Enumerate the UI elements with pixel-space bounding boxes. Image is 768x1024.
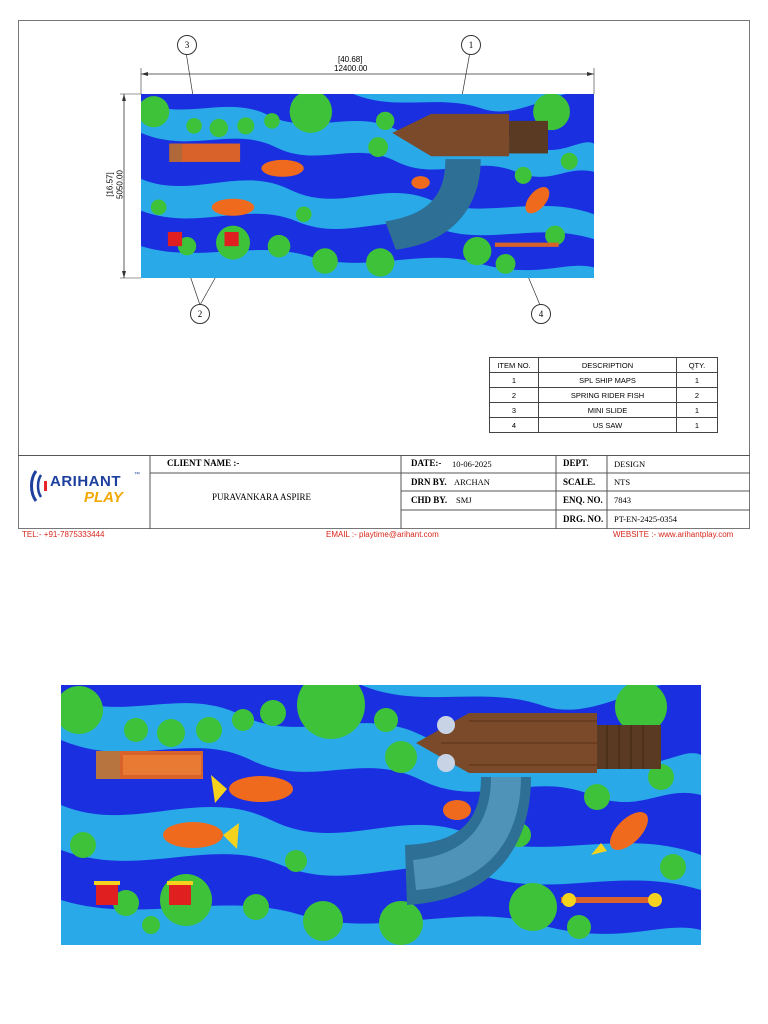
callout-1: 1 xyxy=(461,35,481,55)
item-no: 2 xyxy=(490,388,539,403)
callout-2: 2 xyxy=(190,304,210,324)
header-description: DESCRIPTION xyxy=(539,358,677,373)
width-mm-label: 12400.00 xyxy=(334,64,368,73)
item-no: 1 xyxy=(490,373,539,388)
chd-by-label: CHD BY. xyxy=(411,495,448,505)
items-table-header xyxy=(490,358,718,373)
item-qty: 1 xyxy=(677,403,718,418)
footer-tel: TEL:- +91-7875333444 xyxy=(22,530,105,539)
callout-3: 3 xyxy=(177,35,197,55)
plan-drawing-small xyxy=(141,94,594,278)
logo-tm: ™ xyxy=(134,472,140,478)
logo-text-top: ARIHANT xyxy=(50,473,121,490)
width-inch-label: [40.68] xyxy=(338,55,363,64)
dept-label: DEPT. xyxy=(563,458,589,468)
dept-value: DESIGN xyxy=(614,459,646,469)
drg-no-value: PT-EN-2425-0354 xyxy=(614,514,677,524)
footer-email: EMAIL :- playtime@arihant.com xyxy=(326,530,439,539)
table-row xyxy=(490,388,718,403)
table-row xyxy=(490,418,718,433)
client-name-label: CLIENT NAME :- xyxy=(167,458,240,468)
item-qty: 2 xyxy=(677,388,718,403)
date-label: DATE:- xyxy=(411,458,442,468)
item-description: SPRING RIDER FISH xyxy=(539,388,677,403)
plan-drawing-large xyxy=(61,685,701,945)
item-qty: 1 xyxy=(677,418,718,433)
drg-no-label: DRG. NO. xyxy=(563,514,604,524)
header-item-no: ITEM NO. xyxy=(490,358,539,373)
chd-by-value: SMJ xyxy=(456,495,472,505)
table-row xyxy=(490,373,718,388)
scale-label: SCALE. xyxy=(563,477,596,487)
drn-by-value: ARCHAN xyxy=(454,477,490,487)
height-inch-label: [16.57] xyxy=(105,172,115,197)
items-table xyxy=(489,357,718,433)
logo-text-bottom: PLAY xyxy=(84,489,123,506)
footer-website: WEBSITE :- www.arihantplay.com xyxy=(613,530,734,539)
enq-no-label: ENQ. NO. xyxy=(563,495,603,505)
item-no: 4 xyxy=(490,418,539,433)
mini-slide xyxy=(96,751,203,779)
arihant-play-logo xyxy=(30,467,145,517)
callout-4: 4 xyxy=(531,304,551,324)
item-qty: 1 xyxy=(677,373,718,388)
floor-graphic xyxy=(141,94,594,278)
item-no: 3 xyxy=(490,403,539,418)
header-qty: QTY. xyxy=(677,358,718,373)
client-name-value: PURAVANKARA ASPIRE xyxy=(212,492,311,502)
item-description: MINI SLIDE xyxy=(539,403,677,418)
height-mm-label: 5050.00 xyxy=(115,170,125,199)
title-block xyxy=(18,455,750,529)
logo-mark-icon xyxy=(30,469,50,503)
date-value: 10-06-2025 xyxy=(452,459,492,469)
table-row xyxy=(490,403,718,418)
item-description: US SAW xyxy=(539,418,677,433)
scale-value: NTS xyxy=(614,477,631,487)
enq-no-value: 7843 xyxy=(614,495,631,505)
drn-by-label: DRN BY. xyxy=(411,477,447,487)
item-description: SPL SHIP MAPS xyxy=(539,373,677,388)
